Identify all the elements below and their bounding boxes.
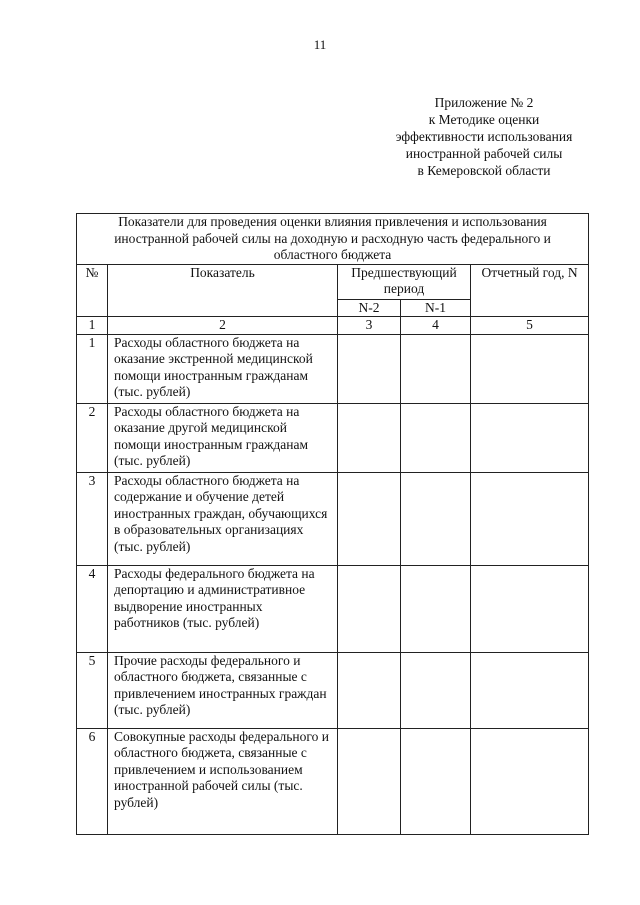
cell-reporting-year bbox=[471, 472, 589, 565]
row-indicator: Прочие расходы федерального и областного бюджета, связанные с привлечением иностранных граждан (тыс. рублей) bbox=[108, 652, 338, 728]
table-row bbox=[77, 403, 589, 472]
row-number: 6 bbox=[77, 728, 108, 834]
appendix-line: эффективности использования bbox=[395, 129, 573, 144]
appendix-line: иностранной рабочей силы bbox=[405, 146, 563, 161]
cell-n-minus-2 bbox=[338, 728, 401, 834]
header-indicator: Показатель bbox=[108, 264, 338, 317]
row-number: 4 bbox=[77, 565, 108, 652]
row-indicator: Расходы областного бюджета на оказание другой медицинской помощи иностранным гражданам (тыс. рублей) bbox=[108, 403, 338, 472]
cell-n-minus-1 bbox=[401, 565, 471, 652]
row-indicator: Совокупные расходы федерального и областного бюджета, связанные с привлечением и использованием иностранной рабочей силы (тыс. рублей) bbox=[108, 728, 338, 834]
table-row bbox=[77, 652, 589, 728]
cell-n-minus-2 bbox=[338, 565, 401, 652]
column-number: 2 bbox=[108, 317, 338, 335]
header-reporting-year: Отчетный год, N bbox=[471, 264, 589, 317]
cell-n-minus-2 bbox=[338, 334, 401, 403]
appendix-line: к Методике оценки bbox=[428, 112, 540, 127]
header-n-minus-1: N-1 bbox=[401, 299, 471, 317]
row-number: 3 bbox=[77, 472, 108, 565]
column-number: 1 bbox=[77, 317, 108, 335]
table-caption: Показатели для проведения оценки влияния привлечения и использования иностранной рабочей силы на доходную и расходную часть федерального и областного бюджета bbox=[77, 214, 589, 265]
cell-n-minus-2 bbox=[338, 403, 401, 472]
column-number: 5 bbox=[471, 317, 589, 335]
row-number: 5 bbox=[77, 652, 108, 728]
column-number: 3 bbox=[338, 317, 401, 335]
table-row bbox=[77, 728, 589, 834]
row-indicator: Расходы областного бюджета на оказание экстренной медицинской помощи иностранным гражданам (тыс. рублей) bbox=[108, 334, 338, 403]
appendix-line: в Кемеровской области bbox=[417, 163, 551, 178]
header-previous-period: Предшествующий период bbox=[338, 264, 471, 299]
cell-n-minus-1 bbox=[401, 334, 471, 403]
appendix-line: Приложение № 2 bbox=[434, 95, 534, 110]
row-indicator: Расходы федерального бюджета на депортацию и административное выдворение иностранных работников (тыс. рублей) bbox=[108, 565, 338, 652]
table-row bbox=[77, 565, 589, 652]
cell-reporting-year bbox=[471, 728, 589, 834]
appendix-reference bbox=[372, 94, 596, 179]
cell-reporting-year bbox=[471, 565, 589, 652]
header-num: № bbox=[77, 264, 108, 317]
cell-n-minus-1 bbox=[401, 652, 471, 728]
row-indicator: Расходы областного бюджета на содержание и обучение детей иностранных граждан, обучающихся в образовательных организациях (тыс. рублей) bbox=[108, 472, 338, 565]
column-number: 4 bbox=[401, 317, 471, 335]
cell-n-minus-2 bbox=[338, 472, 401, 565]
indicators-table bbox=[76, 213, 589, 835]
cell-n-minus-1 bbox=[401, 728, 471, 834]
row-number: 1 bbox=[77, 334, 108, 403]
cell-reporting-year bbox=[471, 652, 589, 728]
cell-n-minus-2 bbox=[338, 652, 401, 728]
cell-n-minus-1 bbox=[401, 403, 471, 472]
cell-reporting-year bbox=[471, 403, 589, 472]
row-number: 2 bbox=[77, 403, 108, 472]
cell-n-minus-1 bbox=[401, 472, 471, 565]
header-n-minus-2: N-2 bbox=[338, 299, 401, 317]
page-number: 11 bbox=[313, 37, 327, 52]
cell-reporting-year bbox=[471, 334, 589, 403]
table-row bbox=[77, 334, 589, 403]
table-row bbox=[77, 472, 589, 565]
